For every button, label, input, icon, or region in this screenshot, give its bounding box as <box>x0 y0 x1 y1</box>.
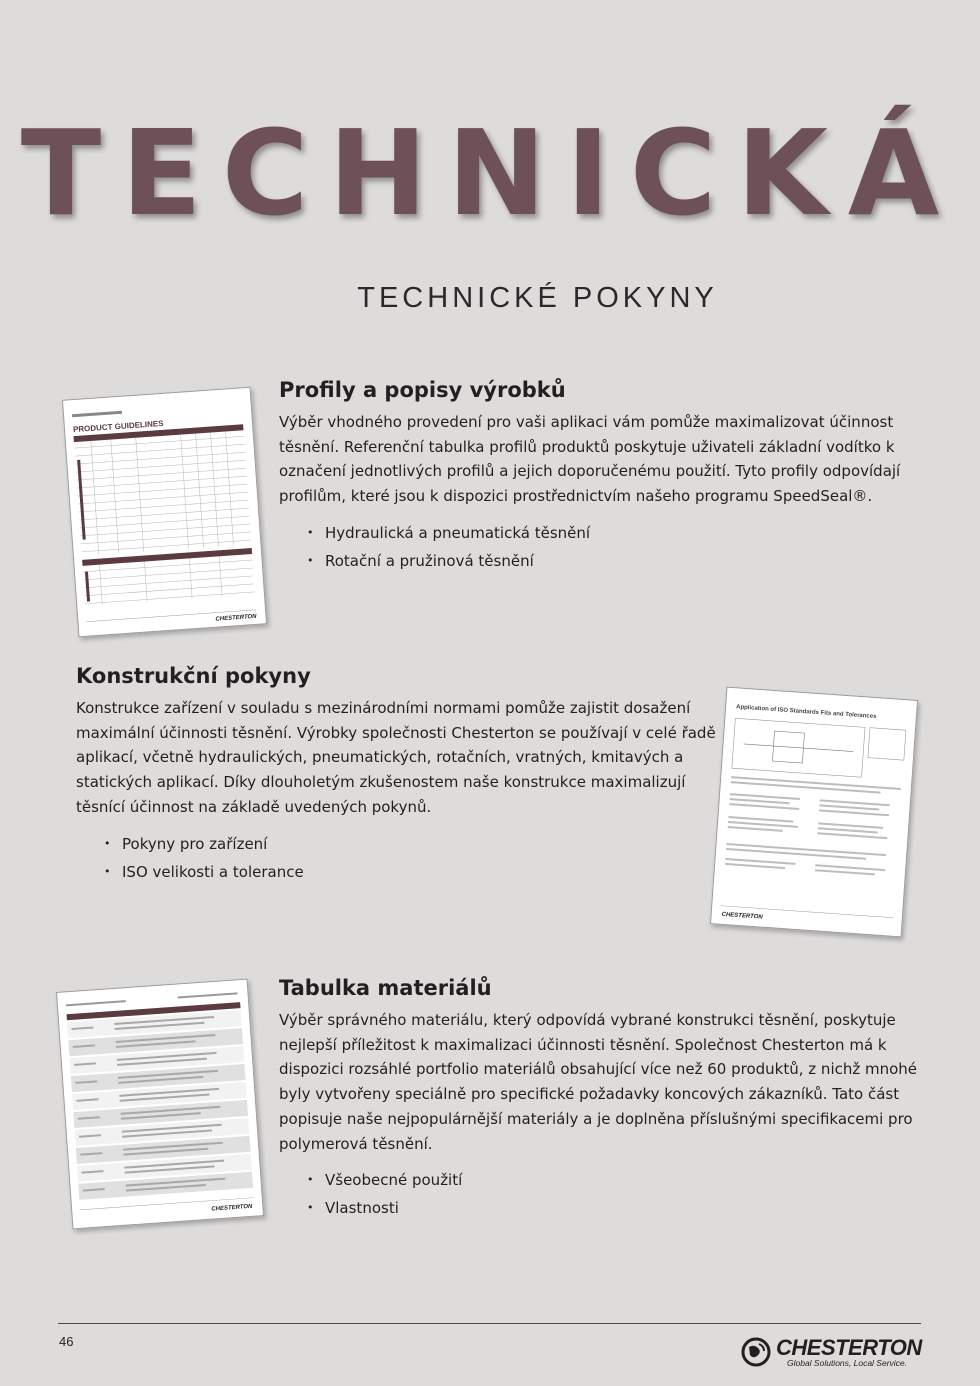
thumbnail-brand: CHESTERTON <box>721 911 763 921</box>
bullet-list <box>279 1166 919 1222</box>
page-number: 46 <box>59 1334 74 1349</box>
iso-standards-thumbnail <box>710 687 918 938</box>
product-guidelines-thumbnail <box>62 387 267 638</box>
table-document-illustration <box>63 388 266 636</box>
list-item: • Pokyny pro zařízení <box>104 830 716 858</box>
materials-table-illustration <box>57 980 263 1229</box>
drawing-document-illustration <box>711 688 917 937</box>
section-heading: Profily a popisy výrobků <box>279 378 566 402</box>
page-subtitle: TECHNICKÉ POKYNY <box>357 282 718 314</box>
section-heading: Tabulka materiálů <box>279 976 492 1000</box>
chesterton-logo <box>740 1334 925 1374</box>
list-item: • Vlastnosti <box>307 1194 919 1222</box>
materials-thumbnail <box>56 979 264 1230</box>
bullet-list <box>279 519 919 575</box>
globe-icon <box>740 1336 772 1368</box>
section-body: Výběr správného materiálu, který odpovídá vybrané konstrukci těsnění, poskytuje nejlepší příležitost k maximalizaci účinnosti těsnění. Společnost Chesterton má k dispozici rozsáhlé portfolio materiálů obsahující více než 60 produktů, z nichž mnohé byly vytvořeny speciálně pro specifické požadavky koncových zákazníků. Tato část popisuje naše nejpopulárnější materiály a je doplněna příslušnými specifikacemi pro polymerová těsnění. <box>279 1011 918 1153</box>
list-item: • Rotační a pružinová těsnění <box>307 547 919 575</box>
bullet-list <box>76 830 716 886</box>
section-body: Výběr vhodného provedení pro vaši aplikaci vám pomůže maximalizovat účinnost těsnění. Referenční tabulka profilů produktů poskytuje uživateli základní vodítko k označení jednotlivých profilů a jejich doporučenému použití. Tyto profily odpovídají profilům, které jsou k dispozici prostřednictvím našeho programu SpeedSeal®. <box>279 413 901 506</box>
page-title: TECHNICKÁ <box>20 104 960 242</box>
logo-tagline: Global Solutions, Local Service. <box>787 1358 908 1368</box>
logo-wordmark: CHESTERTON <box>776 1335 922 1360</box>
section-profiles <box>279 378 919 575</box>
thumbnail-title: Application of ISO Standards Fits and Tolerances <box>735 704 877 721</box>
footer-divider <box>58 1323 921 1324</box>
thumbnail-title: PRODUCT GUIDELINES <box>72 418 164 435</box>
list-item: • Všeobecné použití <box>307 1166 919 1194</box>
list-item: • Hydraulická a pneumatická těsnění <box>307 519 919 547</box>
thumbnail-brand: CHESTERTON <box>215 613 257 623</box>
section-body: Konstrukce zařízení v souladu s mezinárodními normami pomůže zajistit dosažení maximální účinnosti těsnění. Výrobky společnosti Chesterton se používají v celé řadě aplikací, včetně hydraulických, pneumatických, rotačních, vratných, kmitavých a statických aplikací. Díky dlouholetým zkušenostem naše konstrukce maximalizují těsnící účinnost na základě uvedených pokynů. <box>76 699 716 816</box>
section-heading: Konstrukční pokyny <box>76 664 311 688</box>
thumbnail-brand: CHESTERTON <box>211 1203 253 1213</box>
section-design-guidelines <box>76 664 716 886</box>
section-materials <box>279 976 919 1222</box>
list-item: • ISO velikosti a tolerance <box>104 858 716 886</box>
